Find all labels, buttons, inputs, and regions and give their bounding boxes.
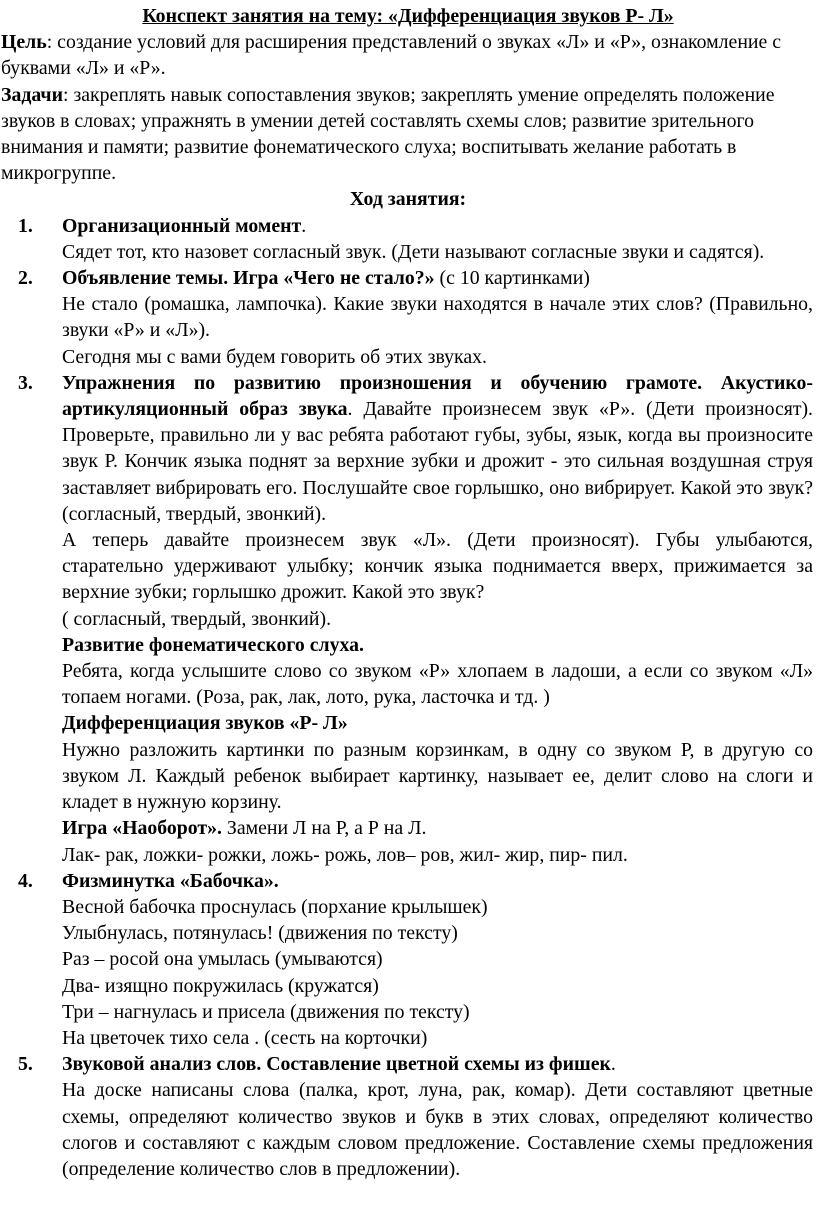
subheading-differentiation: Дифференциация звуков «Р- Л» <box>62 712 348 735</box>
section-number: 4. <box>18 869 33 892</box>
section-paragraph-l: А теперь давайте произнесем звук «Л». (Дети произносят). Губы улыбаются, старательно удерживают улыбку; кончик языка поднимается вверх, прижимается за верхние зубки; горлышко дрожит. Какой это звук? <box>62 529 813 604</box>
section-5 <box>0 1051 816 1182</box>
section-heading-tail: . <box>301 214 307 237</box>
poem-line: На цветочек тихо села . (сесть на корточки) <box>62 1026 428 1049</box>
poem-line: Два- изящно покружилась (кружатся) <box>62 974 379 997</box>
poem-line: Раз – росой она умылась (умываются) <box>62 948 383 971</box>
section-heading-tail: . Давайте произнесем звук «Р». (Дети произносят). Проверьте, правильно ли у вас ребята работают губы, зубы, язык, когда вы произносите звук Р. Кончик языка поднят за верхние зубки и дрожит - это сильная воздушная струя заставляет вибрировать его. Послушайте свое горлышко, оно вибрирует. Какой это звук? (согласный, твердый, звонкий). <box>62 398 814 525</box>
course-heading: Ход занятия: <box>349 188 467 211</box>
section-4 <box>0 868 816 1051</box>
section-heading: Упражнения по развитию произношения и обучению грамоте. Акустико-артикуляционный образ звука <box>62 371 813 421</box>
section-number: 2. <box>18 267 33 290</box>
section-body: На доске написаны слова (палка, крот, луна, рак, комар). Дети составляют цветные схемы, определяют количество звуков и букв в этих словах, определяют количество слогов и составляют с каждым словом предложение. Составление схемы предложения (определение количество слов в предложении). <box>62 1079 813 1180</box>
section-body: Сядет тот, кто назовет согласный звук. (Дети называют согласные звуки и садятся). <box>62 240 765 263</box>
tasks-label: Задачи <box>1 83 63 106</box>
document-title: Конспект занятия на тему: «Дифференциация звуков Р- Л» <box>142 5 674 27</box>
poem-line: Три – нагнулась и присела (движения по тексту) <box>62 1000 470 1023</box>
poem-line: Весной бабочка проснулась (порхание крылышек) <box>62 895 488 918</box>
subheading-phonemic: Развитие фонематического слуха. <box>62 633 364 656</box>
section-heading-tail: . <box>610 1053 616 1076</box>
section-heading: Звуковой анализ слов. Составление цветной схемы из фишек <box>62 1053 611 1076</box>
section-heading-tail: (с 10 картинками) <box>434 267 590 290</box>
goal-label: Цель <box>1 31 47 54</box>
subsection-differentiation-body: Нужно разложить картинки по разным корзинкам, в одну со звуком Р, в другую со звуком Л. Каждый ребенок выбирает картинку, называет ее, делит слово на слоги и кладет в нужную корзину. <box>62 738 813 814</box>
subheading-game: Игра «Наоборот». <box>62 817 222 840</box>
section-1 <box>0 213 816 265</box>
tasks-paragraph <box>0 82 816 187</box>
section-paragraph-l-tail: ( согласный, твердый, звонкий). <box>62 607 332 630</box>
section-number: 3. <box>18 371 33 394</box>
document-page <box>0 3 816 1182</box>
goal-text: : создание условий для расширения представлений о звуках «Л» и «Р», ознакомление с буквами «Л» и «Р». <box>1 31 782 80</box>
section-heading: Объявление темы. Игра «Чего не стало?» <box>62 267 435 290</box>
section-2 <box>0 265 816 370</box>
subheading-game-tail: Замени Л на Р, а Р на Л. <box>221 817 427 840</box>
tasks-text: : закреплять навык сопоставления звуков; закреплять умение определять положение звуков в словах; упражнять в умении детей составлять схемы слов; развитие зрительного внимания и памяти; развитие фонематического слуха; воспитывать желание работать в микрогруппе. <box>1 83 775 185</box>
subsection-phonemic-body: Ребята, когда услышите слово со звуком «Р» хлопаем в ладоши, а если со звуком «Л» топаем ногами. (Роза, рак, лак, лото, рука, ласточка и тд. ) <box>62 660 813 709</box>
section-number: 5. <box>18 1053 33 1076</box>
poem-line: Улыбнулась, потянулась! (движения по тексту) <box>62 922 458 945</box>
section-heading: Физминутка «Бабочка». <box>62 869 279 892</box>
section-3 <box>0 370 816 868</box>
section-body: Не стало (ромашка, лампочка). Какие звуки находятся в начале этих слов? (Правильно, звуки «Р» и «Л»). <box>62 293 813 342</box>
section-body-extra: Сегодня мы с вами будем говорить об этих звуках. <box>62 345 487 368</box>
section-heading: Организационный момент <box>62 214 302 237</box>
section-number: 1. <box>18 214 33 237</box>
subsection-game-body: Лак- рак, ложки- рожки, ложь- рожь, лов– ров, жил- жир, пир- пил. <box>62 843 628 866</box>
goal-paragraph <box>0 29 816 81</box>
